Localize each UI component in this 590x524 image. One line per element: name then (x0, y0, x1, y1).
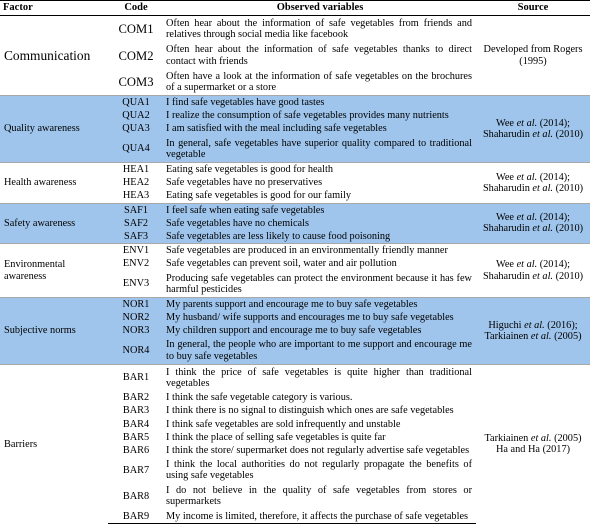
header-factor: Factor (0, 1, 108, 16)
table-row (0, 244, 590, 258)
observed-variable-cell: Often hear about the information of safe vegetables thanks to direct contact with friends (166, 44, 472, 67)
observed-variable-cell: I think the price of safe vegetables is quite higher than traditional vegetables (164, 364, 476, 391)
factor-subjective-norms: Subjective norms (0, 297, 108, 364)
observed-variable-cell: Eating safe vegetables is good for health (164, 162, 476, 176)
code-cell: COM3 (118, 74, 154, 89)
code-cell: NOR2 (108, 311, 164, 324)
code-cell: ENV1 (108, 244, 164, 258)
observed-variable-cell: Eating safe vegetables is good for our family (166, 190, 352, 202)
observed-variable-cell: In general, safe vegetables have superior quality compared to traditional vegetable (164, 136, 476, 163)
header-source: Source (476, 1, 590, 16)
observed-variable-cell: Safe vegetables have no chemicals (164, 217, 476, 230)
source-cell: Wee et al. (2014); Shaharudin et al. (2010) (476, 96, 590, 163)
code-cell: QUA1 (108, 96, 164, 110)
code-cell: BAR2 (122, 392, 150, 404)
source-cell: Wee et al. (2014); Shaharudin et al. (2010) (476, 203, 590, 244)
code-cell: BAR5 (122, 431, 150, 443)
code-cell: SAF3 (108, 230, 164, 244)
observed-variable-cell: My children support and encourage me to buy safe vegetables (164, 324, 476, 337)
observed-variable-cell: In general, the people who are important to me support and encourage me to buy safe vegetables (164, 337, 476, 364)
code-cell: QUA3 (108, 122, 164, 135)
source-cell: Wee et al. (2014); Shaharudin et al. (2010) (476, 244, 590, 298)
observed-variable-cell: I think the local authorities do not regularly propagate the benefits of using safe vegetables (166, 458, 472, 482)
code-cell: BAR3 (122, 405, 150, 417)
table-row (0, 364, 590, 391)
code-cell: HEA2 (122, 177, 150, 189)
observed-variable-cell: I do not believe in the quality of safe vegetables from stores or supermarkets (166, 485, 472, 508)
observed-variable-cell: Safe vegetables can prevent soil, water and air pollution (166, 258, 397, 270)
source-cell: Wee et al. (2014); Shaharudin et al. (2010) (476, 162, 590, 203)
source-cell: Tarkiainen et al. (2005) Ha and Ha (2017) (476, 364, 590, 523)
code-cell: NOR1 (108, 297, 164, 311)
code-cell: BAR7 (122, 464, 150, 476)
code-cell: BAR1 (108, 364, 164, 391)
observed-variable-cell: I think safe vegetables are sold infrequently and unstable (166, 418, 401, 430)
code-cell: NOR4 (108, 337, 164, 364)
code-cell: COM1 (118, 22, 154, 37)
observed-variable-cell: Safe vegetables are less likely to cause food poisoning (164, 230, 476, 244)
observed-variable-cell: Safe vegetables are produced in an environmentally friendly manner (164, 244, 476, 258)
observed-variable-cell: Safe vegetables have no preservatives (166, 177, 323, 189)
factor-health-awareness: Health awareness (0, 162, 108, 203)
table-row (0, 162, 590, 176)
code-cell: BAR8 (122, 490, 150, 502)
factor-barriers: Barriers (0, 364, 108, 523)
observed-variable-cell: I think there is no signal to distinguish which ones are safe vegetables (166, 405, 454, 417)
code-cell: COM2 (118, 48, 154, 63)
code-cell: QUA4 (108, 136, 164, 163)
code-cell: BAR4 (122, 418, 150, 430)
code-cell: BAR6 (122, 444, 150, 456)
source-cell: Higuchi et al. (2016); Tarkiainen et al. (2005) (476, 297, 590, 364)
code-cell: NOR3 (108, 324, 164, 337)
source-cell: Developed from Rogers (1995) (483, 44, 583, 67)
table-header-row (0, 1, 590, 16)
code-cell: BAR9 (108, 510, 164, 524)
observed-variable-cell: My parents support and encourage me to buy safe vegetables (164, 297, 476, 311)
factor-quality-awareness: Quality awareness (0, 96, 108, 163)
table-row (0, 96, 590, 110)
observed-variable-cell: Producing safe vegetables can protect the environment because it has few harmful pesticides (166, 272, 472, 295)
observed-variable-cell: I think the place of selling safe vegetables is quite far (166, 431, 386, 443)
observed-variable-cell: I find safe vegetables have good tastes (164, 96, 476, 110)
code-cell: HEA1 (108, 162, 164, 176)
table-row (0, 203, 590, 217)
table-row (0, 297, 590, 311)
factor-communication: Communication (4, 47, 91, 63)
factor-safety-awareness: Safety awareness (0, 203, 108, 244)
code-cell: ENV3 (122, 278, 150, 290)
factor-environmental-awareness: Environmental awareness (0, 244, 108, 298)
observed-variable-cell: Often have a look at the information of safe vegetables on the brochures of a supermarket or a store (166, 70, 472, 93)
table-row (0, 16, 590, 43)
observed-variable-cell: My husband/ wife supports and encourages me to buy safe vegetables (164, 311, 476, 324)
code-cell: ENV2 (122, 258, 150, 270)
header-observed-variables: Observed variables (164, 1, 476, 16)
observed-variable-cell: I think the safe vegetable category is various. (166, 392, 353, 404)
code-cell: SAF1 (108, 203, 164, 217)
code-cell: SAF2 (108, 217, 164, 230)
observed-variable-cell: My income is limited, therefore, it affects the purchase of safe vegetables (164, 510, 476, 524)
code-cell: QUA2 (108, 109, 164, 122)
observed-variable-cell: Often hear about the information of safe vegetables from friends and relatives through social media like facebook (166, 17, 472, 41)
observed-variable-cell: I feel safe when eating safe vegetables (164, 203, 476, 217)
header-code: Code (108, 1, 164, 16)
code-cell: HEA3 (122, 190, 150, 202)
observed-variable-cell: I realize the consumption of safe vegetables provides many nutrients (164, 109, 476, 122)
observed-variable-cell: I think the store/ supermarket does not regularly advertise safe vegetables (166, 444, 470, 456)
table-body (0, 16, 590, 524)
observed-variable-cell: I am satisfied with the meal including safe vegetables (164, 122, 476, 135)
